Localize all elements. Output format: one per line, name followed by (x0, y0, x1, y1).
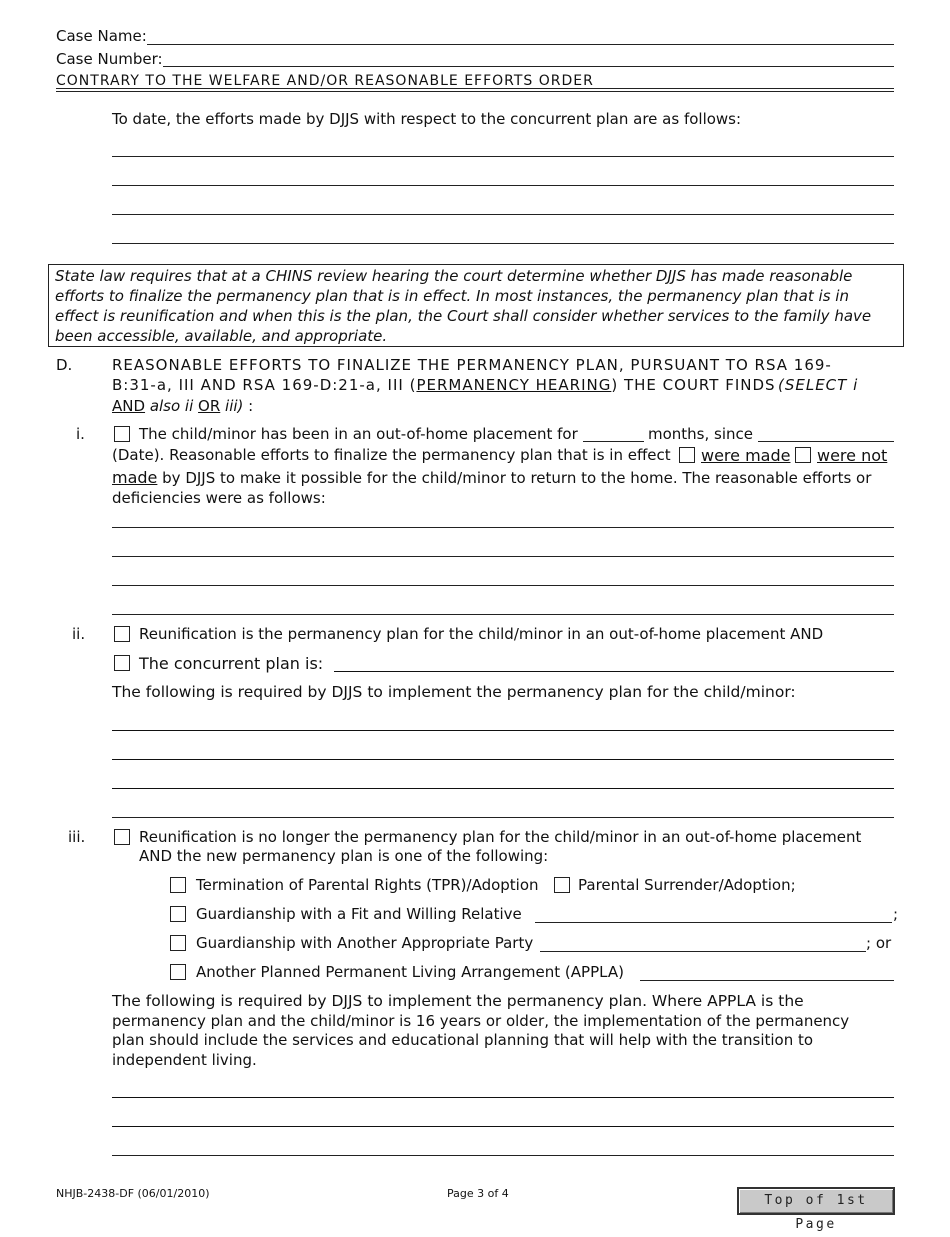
concurrent-efforts-line[interactable] (112, 156, 894, 157)
item-ii-required-line[interactable] (112, 759, 894, 760)
were-made-checkbox[interactable] (679, 447, 695, 463)
permanency-hearing-label: PERMANENCY HEARING (416, 376, 612, 394)
guardianship-relative-semicolon: ; (893, 905, 899, 923)
select-instruction: (SELECT i (778, 376, 859, 394)
item-iii-required-4: independent living. (112, 1051, 257, 1069)
concurrent-efforts-line[interactable] (112, 214, 894, 215)
section-d-heading-line2: B:31-a, III AND RSA 169-D:21-a, III (PERMANENCY HEARING) THE COURT FINDS (112, 376, 776, 394)
case-name-label: Case Name: (56, 27, 147, 45)
top-of-first-page-button[interactable]: Top of 1st Page (737, 1187, 895, 1215)
header-rule-2 (56, 91, 894, 92)
tpr-label: Termination of Parental Rights (TPR)/Adoption (196, 876, 539, 894)
guardianship-other-field[interactable] (540, 951, 866, 952)
guardianship-relative-field[interactable] (535, 922, 892, 923)
select-instruction-line2: AND also ii OR iii) : (112, 397, 254, 415)
no-reunification-checkbox[interactable] (114, 829, 130, 845)
item-i-text-line3: made by DJJS to make it possible for the child/minor to return to the home. The reasonable efforts or (112, 468, 872, 487)
concurrent-plan-label: The concurrent plan is: (139, 654, 324, 673)
item-i-checkbox[interactable] (114, 426, 130, 442)
appla-field[interactable] (640, 980, 894, 981)
item-ii-required-line[interactable] (112, 730, 894, 731)
item-i-efforts-line[interactable] (112, 556, 894, 557)
page-number: Page 3 of 4 (447, 1187, 509, 1200)
section-d-letter: D. (56, 356, 73, 374)
form-id: NHJB-2438-DF (06/01/2010) (56, 1187, 210, 1200)
concurrent-efforts-line[interactable] (112, 243, 894, 244)
notice-box (48, 264, 904, 347)
reunification-checkbox[interactable] (114, 626, 130, 642)
item-i-efforts-line[interactable] (112, 614, 894, 615)
item-iii-required-line[interactable] (112, 1097, 894, 1098)
item-iii-required-1: The following is required by DJJS to implement the permanency plan. Where APPLA is the (112, 992, 804, 1010)
item-ii-required-line[interactable] (112, 788, 894, 789)
item-iii-required-line[interactable] (112, 1126, 894, 1127)
guardianship-relative-checkbox[interactable] (170, 906, 186, 922)
item-i-efforts-line[interactable] (112, 527, 894, 528)
months-field[interactable] (583, 441, 644, 442)
appla-label: Another Planned Permanent Living Arrangement (APPLA) (196, 963, 624, 981)
notice-text: State law requires that at a CHINS review hearing the court determine whether DJJS has made reasonable efforts to finalize the permanency plan that is in effect. In most instances, the permanency plan that is in effect is reunification and when this is the plan, the Court shall consider whether services to the family have been accessible, available, and appropriate. (55, 267, 872, 345)
months-since-label: months, since (648, 425, 753, 443)
were-not-label: were not (817, 446, 888, 465)
guardianship-other-label: Guardianship with Another Appropriate Party (196, 934, 534, 952)
item-i-text-line2: (Date). Reasonable efforts to finalize the permanency plan that is in effect (112, 446, 671, 464)
guardianship-other-checkbox[interactable] (170, 935, 186, 951)
since-date-field[interactable] (758, 441, 894, 442)
case-number-label: Case Number: (56, 50, 163, 68)
tpr-checkbox[interactable] (170, 877, 186, 893)
item-i-number: i. (76, 425, 85, 443)
case-number-field[interactable] (163, 66, 894, 67)
item-iii-required-3: plan should include the services and educational planning that will help with the transition to (112, 1031, 814, 1049)
no-reunification-label: Reunification is no longer the permanency plan for the child/minor in an out-of-home placement (139, 828, 862, 846)
item-i-text: The child/minor has been in an out-of-home placement for (139, 425, 578, 443)
appla-checkbox[interactable] (170, 964, 186, 980)
item-iii-number: iii. (68, 828, 86, 846)
case-name-field[interactable] (147, 44, 894, 45)
concurrent-efforts-intro: To date, the efforts made by DJJS with respect to the concurrent plan are as follows: (112, 110, 742, 128)
no-reunification-label-line2: AND the new permanency plan is one of the following: (139, 847, 549, 865)
were-not-made-checkbox[interactable] (795, 447, 811, 463)
concurrent-efforts-line[interactable] (112, 185, 894, 186)
item-iii-required-2: permanency plan and the child/minor is 16 years or older, the implementation of the permanency (112, 1012, 850, 1030)
item-ii-required: The following is required by DJJS to implement the permanency plan for the child/minor: (112, 683, 796, 701)
item-iii-required-line[interactable] (112, 1155, 894, 1156)
item-ii-number: ii. (72, 625, 86, 643)
guardianship-relative-label: Guardianship with a Fit and Willing Relative (196, 905, 522, 923)
guardianship-other-or: ; or (866, 934, 892, 952)
concurrent-plan-checkbox[interactable] (114, 655, 130, 671)
surrender-checkbox[interactable] (554, 877, 570, 893)
were-made-label: were made (701, 446, 791, 465)
item-i-text-line4: deficiencies were as follows: (112, 489, 326, 507)
order-title: CONTRARY TO THE WELFARE AND/OR REASONABLE EFFORTS ORDER (56, 73, 594, 89)
section-d-heading: REASONABLE EFFORTS TO FINALIZE THE PERMANENCY PLAN, PURSUANT TO RSA 169- (112, 356, 832, 374)
surrender-label: Parental Surrender/Adoption; (578, 876, 796, 894)
header-rule-1 (56, 88, 894, 89)
item-ii-required-line[interactable] (112, 817, 894, 818)
item-i-efforts-line[interactable] (112, 585, 894, 586)
reunification-label: Reunification is the permanency plan for the child/minor in an out-of-home placement AND (139, 625, 824, 643)
concurrent-plan-field[interactable] (334, 671, 894, 672)
